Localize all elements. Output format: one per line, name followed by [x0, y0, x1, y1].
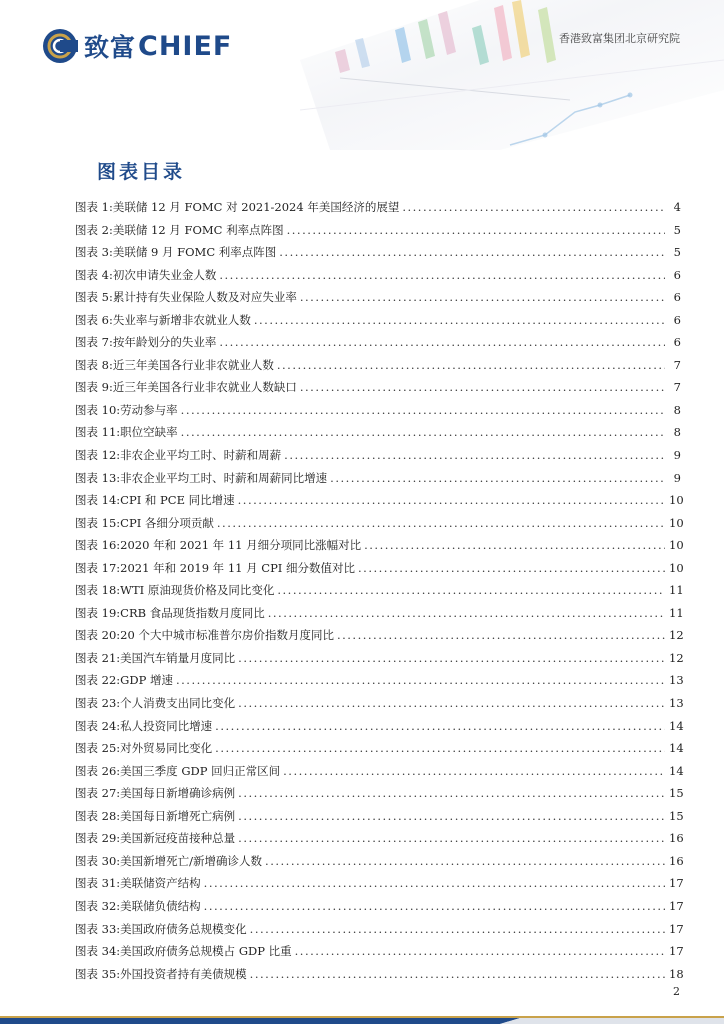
logo-chinese-text: 致富 — [84, 33, 137, 62]
toc-entry[interactable] — [75, 943, 684, 966]
toc-entry[interactable] — [75, 898, 684, 921]
toc-entry-label: 图表 15: — [75, 515, 121, 530]
toc-entry[interactable] — [75, 402, 681, 425]
toc-entry-leader — [217, 516, 665, 530]
toc-entry-page: 8 — [673, 425, 681, 440]
toc-entry[interactable] — [75, 740, 684, 763]
toc-entry-label: 图表 19: — [75, 605, 121, 620]
toc-entry-page: 14 — [669, 718, 684, 733]
toc-entry-page: 11 — [669, 605, 684, 620]
toc-entry-leader — [295, 944, 665, 958]
toc-entry-page: 10 — [669, 538, 684, 553]
toc-entry-page: 7 — [673, 380, 681, 395]
toc-entry-page: 17 — [669, 898, 684, 913]
toc-entry-leader — [238, 493, 665, 507]
toc-entry-leader — [238, 831, 665, 845]
toc-entry-title: 劳动参与率 — [120, 402, 178, 417]
toc-entry-page: 14 — [669, 763, 684, 778]
toc-entry-label: 图表 10: — [75, 402, 121, 417]
toc-entry[interactable] — [75, 650, 684, 673]
toc-entry[interactable] — [75, 537, 684, 560]
toc-entry-title: 近三年美国各行业非农就业人数缺口 — [112, 380, 297, 395]
toc-entry-leader — [277, 358, 665, 372]
toc-entry[interactable] — [75, 695, 684, 718]
toc-entry-label: 图表 9: — [75, 380, 113, 395]
toc-entry-title: 私人投资同比增速 — [120, 718, 213, 733]
toc-entry-label: 图表 35: — [75, 966, 121, 981]
toc-entry-title: 失业率与新增非农就业人数 — [112, 312, 251, 327]
toc-entry-label: 图表 29: — [75, 831, 121, 846]
toc-entry[interactable] — [75, 966, 684, 989]
toc-entry-page: 9 — [673, 448, 681, 463]
toc-entry-leader — [364, 538, 665, 552]
toc-entry[interactable] — [75, 357, 681, 380]
toc-entry-label: 图表 21: — [75, 650, 121, 665]
toc-entry[interactable] — [75, 424, 681, 447]
toc-entry-title: 2020 年和 2021 年 11 月细分项同比涨幅对比 — [120, 538, 362, 553]
toc-entry-leader — [181, 425, 665, 439]
toc-entry-page: 10 — [669, 515, 684, 530]
toc-entry[interactable] — [75, 582, 684, 605]
toc-entry-title: 20 个大中城市标准普尔房价指数月度同比 — [120, 628, 334, 643]
toc-entry-page: 6 — [673, 267, 681, 282]
toc-entry-label: 图表 7: — [75, 335, 113, 350]
toc-entry-title: 个人消费支出同比变化 — [120, 696, 236, 711]
toc-entry-title: GDP 增速 — [120, 673, 173, 688]
toc-entry-leader — [250, 922, 665, 936]
toc-entry-label: 图表 22: — [75, 673, 121, 688]
toc-entry-page: 16 — [669, 853, 684, 868]
toc-heading: 图表目录 — [97, 161, 186, 183]
toc-entry[interactable] — [75, 808, 684, 831]
toc-entry-title: 美国政府债务总规模占 GDP 比重 — [120, 944, 292, 959]
toc-entry-title: 美联储 12 月 FOMC 利率点阵图 — [112, 222, 284, 237]
toc-entry-leader — [279, 245, 665, 259]
toc-entry-label: 图表 27: — [75, 786, 121, 801]
toc-entry-label: 图表 6: — [75, 312, 113, 327]
toc-entry-title: 美国三季度 GDP 回归正常区间 — [120, 763, 281, 778]
toc-entry-leader — [283, 764, 665, 778]
toc-entry-leader — [204, 876, 665, 890]
toc-entry[interactable] — [75, 515, 684, 538]
toc-entry-label: 图表 8: — [75, 357, 113, 372]
toc-entry-title: 对外贸易同比变化 — [120, 741, 213, 756]
logo-english-text: CHIEF — [138, 30, 233, 62]
toc-entry-title: 职位空缺率 — [120, 425, 178, 440]
toc-entry-label: 图表 3: — [75, 245, 113, 260]
toc-entry[interactable] — [75, 492, 684, 515]
footer-bar — [0, 1014, 724, 1024]
toc-entry-label: 图表 13: — [75, 470, 121, 485]
company-logo — [42, 28, 232, 64]
toc-entry[interactable] — [75, 853, 684, 876]
toc-entry-title: WTI 原油现货价格及同比变化 — [120, 583, 275, 598]
toc-entry-label: 图表 2: — [75, 222, 113, 237]
toc-entry-leader — [402, 200, 665, 214]
toc-entry[interactable] — [75, 875, 684, 898]
toc-entry-title: 美国新增死亡/新增确诊人数 — [120, 853, 263, 868]
toc-entry-label: 图表 23: — [75, 696, 121, 711]
toc-entry-page: 7 — [673, 357, 681, 372]
toc-entry-leader — [176, 673, 665, 687]
toc-entry-title: 美国汽车销量月度同比 — [120, 650, 236, 665]
logo-mark-icon — [42, 28, 78, 64]
toc-entry-leader — [204, 899, 665, 913]
toc-entry-page: 13 — [669, 673, 684, 688]
toc-entry-leader — [254, 313, 665, 327]
toc-entry[interactable] — [75, 921, 684, 944]
toc-entry[interactable] — [75, 199, 681, 222]
toc-entry-title: 外国投资者持有美债规模 — [120, 966, 247, 981]
page-header — [0, 0, 724, 145]
toc-entry-leader — [284, 448, 665, 462]
toc-entry-page: 4 — [673, 200, 681, 214]
table-of-figures — [75, 199, 684, 988]
toc-entry-leader — [287, 223, 665, 237]
toc-entry-label: 图表 34: — [75, 944, 121, 959]
toc-entry-page: 10 — [669, 560, 684, 575]
toc-entry-leader — [358, 561, 665, 575]
toc-entry-label: 图表 30: — [75, 853, 121, 868]
toc-entry[interactable] — [75, 334, 681, 357]
toc-entry[interactable] — [75, 447, 681, 470]
toc-entry[interactable] — [75, 244, 681, 267]
toc-entry-page: 12 — [669, 650, 684, 665]
toc-entry-page: 15 — [669, 786, 684, 801]
toc-entry-page: 6 — [673, 335, 681, 350]
toc-entry-leader — [330, 471, 665, 485]
toc-entry-page: 10 — [669, 493, 684, 508]
toc-entry-leader — [219, 335, 665, 349]
toc-entry-title: 2021 年和 2019 年 11 月 CPI 细分数值对比 — [120, 560, 356, 575]
toc-entry-leader — [219, 268, 665, 282]
toc-entry-title: 美国每日新增死亡病例 — [120, 808, 236, 823]
toc-entry-page: 9 — [673, 470, 681, 485]
toc-entry-page: 18 — [669, 966, 684, 981]
toc-entry-label: 图表 12: — [75, 448, 121, 463]
toc-entry-label: 图表 32: — [75, 898, 121, 913]
toc-entry[interactable] — [75, 560, 684, 583]
toc-entry[interactable] — [75, 672, 684, 695]
toc-entry-page: 5 — [673, 245, 681, 260]
toc-entry-title: 非农企业平均工时、时薪和周薪同比增速 — [120, 470, 328, 485]
toc-entry-leader — [250, 967, 665, 981]
toc-entry[interactable] — [75, 312, 681, 335]
toc-entry[interactable] — [75, 830, 684, 853]
toc-entry-page: 16 — [669, 831, 684, 846]
toc-entry[interactable] — [75, 627, 684, 650]
toc-entry-label: 图表 25: — [75, 741, 121, 756]
toc-entry-leader — [300, 290, 665, 304]
toc-entry-page: 17 — [669, 921, 684, 936]
toc-entry-label: 图表 18: — [75, 583, 121, 598]
toc-entry-leader — [215, 719, 665, 733]
toc-entry-title: 美国新冠疫苗接种总量 — [120, 831, 236, 846]
toc-entry[interactable] — [75, 289, 681, 312]
toc-entry[interactable] — [75, 785, 684, 808]
toc-entry-page: 11 — [669, 583, 684, 598]
toc-entry-label: 图表 1: — [75, 200, 113, 214]
toc-entry-page: 6 — [673, 312, 681, 327]
toc-entry-page: 8 — [673, 402, 681, 417]
toc-entry-label: 图表 11: — [75, 425, 121, 440]
toc-entry[interactable] — [75, 470, 681, 493]
toc-entry-title: 按年龄划分的失业率 — [112, 335, 217, 350]
toc-entry-label: 图表 28: — [75, 808, 121, 823]
toc-entry-page: 14 — [669, 741, 684, 756]
toc-entry-label: 图表 20: — [75, 628, 121, 643]
toc-entry[interactable] — [75, 222, 681, 245]
toc-entry-title: 美联储资产结构 — [120, 876, 201, 891]
toc-entry[interactable] — [75, 267, 681, 290]
toc-entry-label: 图表 16: — [75, 538, 121, 553]
page-number: 2 — [673, 985, 680, 998]
toc-entry-title: 美联储 9 月 FOMC 利率点阵图 — [112, 245, 277, 260]
toc-entry-label: 图表 4: — [75, 267, 113, 282]
toc-entry-page: 5 — [673, 222, 681, 237]
toc-entry-title: 美国每日新增确诊病例 — [120, 786, 236, 801]
toc-entry-leader — [238, 809, 665, 823]
toc-entry-leader — [337, 628, 665, 642]
organization-name: 香港致富集团北京研究院 — [559, 32, 680, 45]
toc-entry-leader — [268, 606, 665, 620]
toc-entry[interactable] — [75, 718, 684, 741]
toc-entry-leader — [215, 741, 665, 755]
toc-entry-leader — [181, 403, 665, 417]
toc-entry-label: 图表 24: — [75, 718, 121, 733]
toc-entry-title: 美联储负债结构 — [120, 898, 201, 913]
toc-entry-leader — [238, 651, 665, 665]
toc-entry-leader — [277, 583, 665, 597]
toc-entry-page: 13 — [669, 696, 684, 711]
toc-entry-label: 图表 17: — [75, 560, 121, 575]
toc-entry-title: 美联储 12 月 FOMC 对 2021-2024 年美国经济的展望 — [112, 200, 400, 214]
toc-entry-title: 累计持有失业保险人数及对应失业率 — [112, 290, 297, 305]
toc-entry[interactable] — [75, 605, 684, 628]
toc-entry-page: 17 — [669, 876, 684, 891]
toc-entry-page: 6 — [673, 290, 681, 305]
toc-entry-page: 15 — [669, 808, 684, 823]
toc-entry-label: 图表 14: — [75, 493, 121, 508]
toc-entry[interactable] — [75, 763, 684, 786]
toc-entry-title: 非农企业平均工时、时薪和周薪 — [120, 448, 282, 463]
toc-entry-label: 图表 26: — [75, 763, 121, 778]
toc-entry-label: 图表 31: — [75, 876, 121, 891]
toc-entry-label: 图表 5: — [75, 290, 113, 305]
toc-entry-title: CPI 各细分项贡献 — [120, 515, 214, 530]
toc-entry-leader — [238, 786, 665, 800]
toc-entry-label: 图表 33: — [75, 921, 121, 936]
decorative-chart-illustration — [300, 0, 724, 150]
toc-entry-page: 17 — [669, 944, 684, 959]
toc-entry-leader — [265, 854, 665, 868]
toc-entry-leader — [300, 380, 665, 394]
toc-entry-title: 初次申请失业金人数 — [112, 267, 217, 282]
toc-entry-title: CPI 和 PCE 同比增速 — [120, 493, 235, 508]
toc-entry-title: 近三年美国各行业非农就业人数 — [112, 357, 274, 372]
toc-entry-leader — [238, 696, 665, 710]
toc-entry-title: CRB 食品现货指数月度同比 — [120, 605, 265, 620]
toc-entry-title: 美国政府债务总规模变化 — [120, 921, 247, 936]
toc-entry-page: 12 — [669, 628, 684, 643]
toc-entry[interactable] — [75, 379, 681, 402]
